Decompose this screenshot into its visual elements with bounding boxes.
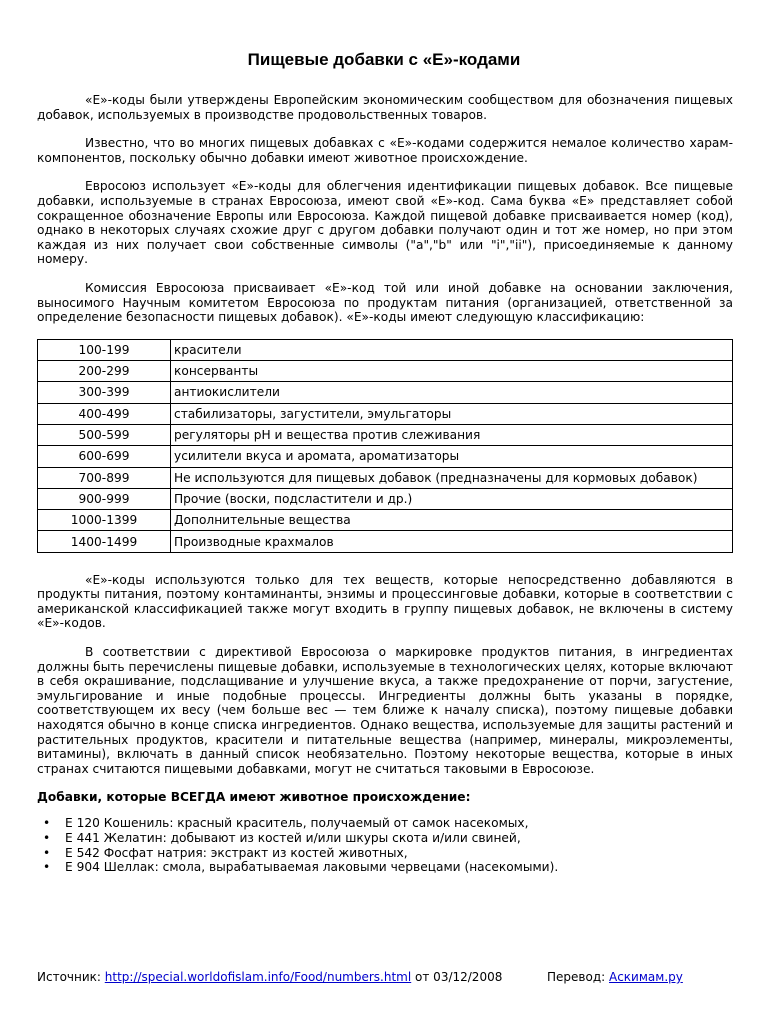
list-item <box>43 831 733 846</box>
source-date: от 03/12/2008 <box>415 970 503 984</box>
animal-additives-list <box>37 816 733 874</box>
section-heading: Добавки, которые ВСЕГДА имеют животное происхождение: <box>37 790 471 805</box>
paragraph: Известно, что во многих пищевых добавках с «Е»-кодами содержится немалое количество харам-компонентов, поскольку обычно добавки имеют животное происхождение. <box>37 136 733 165</box>
code-range: 200-299 <box>38 361 171 382</box>
table-row <box>38 531 733 552</box>
code-description: Производные крахмалов <box>171 531 733 552</box>
code-range: 600-699 <box>38 446 171 467</box>
list-item <box>43 845 733 861</box>
code-range: 100-199 <box>38 339 171 360</box>
table-row <box>38 488 733 509</box>
table-row <box>38 339 733 360</box>
paragraph: В соответствии с директивой Евросоюза о маркировке продуктов питания, в ингредиентах должны быть перечислены пищевые добавки, используемые в технологических целях, которые включают в себя окрашивание, подслащивание и улучшение вкуса, а также предохранение от порчи, загустение, эмульгирование и иные подобные процессы. Ингредиенты должны быть указаны в порядке, соответствующем их весу (чем больше вес — тем ближе к началу списка), поэтому пищевые добавки находятся обычно в конце списка ингредиентов. Однако вещества, используемые для защиты растений и растительных продуктов, красители и питательные вещества (например, минералы, микроэлементы, витамины), включать в данный список необязательно. Поэтому некоторые вещества, которые в иных странах считаются пищевыми добавками, могут не считаться таковыми в Евросоюзе. <box>37 645 733 776</box>
table-row <box>38 467 733 488</box>
paragraph: «Е»-коды были утверждены Европейским экономическим сообществом для обозначения пищевых добавок, используемых в производстве продовольственных товаров. <box>37 93 733 122</box>
list-item-text: Е 542 Фосфат натрия: экстракт из костей животных, <box>65 845 408 860</box>
footer <box>37 970 733 984</box>
source-label: Источник: <box>37 970 101 984</box>
code-description: регуляторы pH и вещества против слеживания <box>171 424 733 445</box>
table-row <box>38 446 733 467</box>
code-range: 400-499 <box>38 403 171 424</box>
code-range: 700-899 <box>38 467 171 488</box>
code-description: красители <box>171 339 733 360</box>
list-item <box>43 860 733 875</box>
table-row <box>38 424 733 445</box>
code-description: Не используются для пищевых добавок (предназначены для кормовых добавок) <box>171 467 733 488</box>
paragraph: Евросоюз использует «Е»-коды для облегчения идентификации пищевых добавок. Все пищевые добавки, используемые в странах Евросоюза, имеют свой «Е»-код. Сама буква «Е» представляет собой сокращенное обозначение Европы или Евросоюза. Каждой пищевой добавке присваивается номер (код), однако в некоторых случаях схожие друг с другом добавки получают один и тот же номер, но при этом каждая из них получает свои собственные символы ("a","b" или "i","ii"), присоединяемые к данному номеру. <box>37 179 733 267</box>
table-row <box>38 403 733 424</box>
paragraph: «Е»-коды используются только для тех веществ, которые непосредственно добавляются в продукты питания, поэтому контаминанты, энзимы и процессинговые добавки, которые в соответствии с американской классификацией также могут входить в группу пищевых добавок, не включены в систему «Е»-кодов. <box>37 572 733 631</box>
bullet-icon: • <box>43 845 51 860</box>
table-row <box>38 510 733 531</box>
code-description: усилители вкуса и аромата, ароматизаторы <box>171 446 733 467</box>
paragraph: Комиссия Евросоюза присваивает «Е»-код той или иной добавке на основании заключения, выносимого Научным комитетом Евросоюза по продуктам питания (организацией, ответственной за определение безопасности пищевых добавок). «Е»-коды имеют следующую классификацию: <box>37 280 733 325</box>
list-item-text: Е 120 Кошениль: красный краситель, получаемый от самок насекомых, <box>65 816 529 831</box>
code-range: 900-999 <box>38 488 171 509</box>
table-row <box>38 382 733 403</box>
list-item-text: Е 904 Шеллак: смола, вырабатываемая лаковыми червецами (насекомыми). <box>65 860 559 875</box>
document-body <box>37 93 733 875</box>
code-range: 500-599 <box>38 424 171 445</box>
bullet-icon: • <box>43 831 51 845</box>
list-item-text: Е 441 Желатин: добывают из костей и/или шкуры скота и/или свиней, <box>65 831 521 845</box>
list-item <box>43 816 733 831</box>
code-range: 1400-1499 <box>38 531 171 552</box>
code-description: антиокислители <box>171 382 733 403</box>
code-description: Прочие (воски, подсластители и др.) <box>171 488 733 509</box>
bullet-icon: • <box>43 860 51 875</box>
code-range: 1000-1399 <box>38 510 171 531</box>
code-range: 300-399 <box>38 382 171 403</box>
bullet-icon: • <box>43 816 51 831</box>
translation-credit <box>547 970 683 984</box>
source-link[interactable]: http://special.worldofislam.info/Food/numbers.html <box>104 970 412 984</box>
translation-link[interactable]: Аскимам.ру <box>609 970 683 984</box>
document-title: Пищевые добавки с «Е»-кодами <box>247 50 521 69</box>
translation-label: Перевод: <box>547 970 606 984</box>
code-description: стабилизаторы, загустители, эмульгаторы <box>171 403 733 424</box>
code-description: консерванты <box>171 361 733 382</box>
code-description: Дополнительные вещества <box>171 510 733 531</box>
table-row <box>38 361 733 382</box>
classification-table <box>37 339 733 553</box>
